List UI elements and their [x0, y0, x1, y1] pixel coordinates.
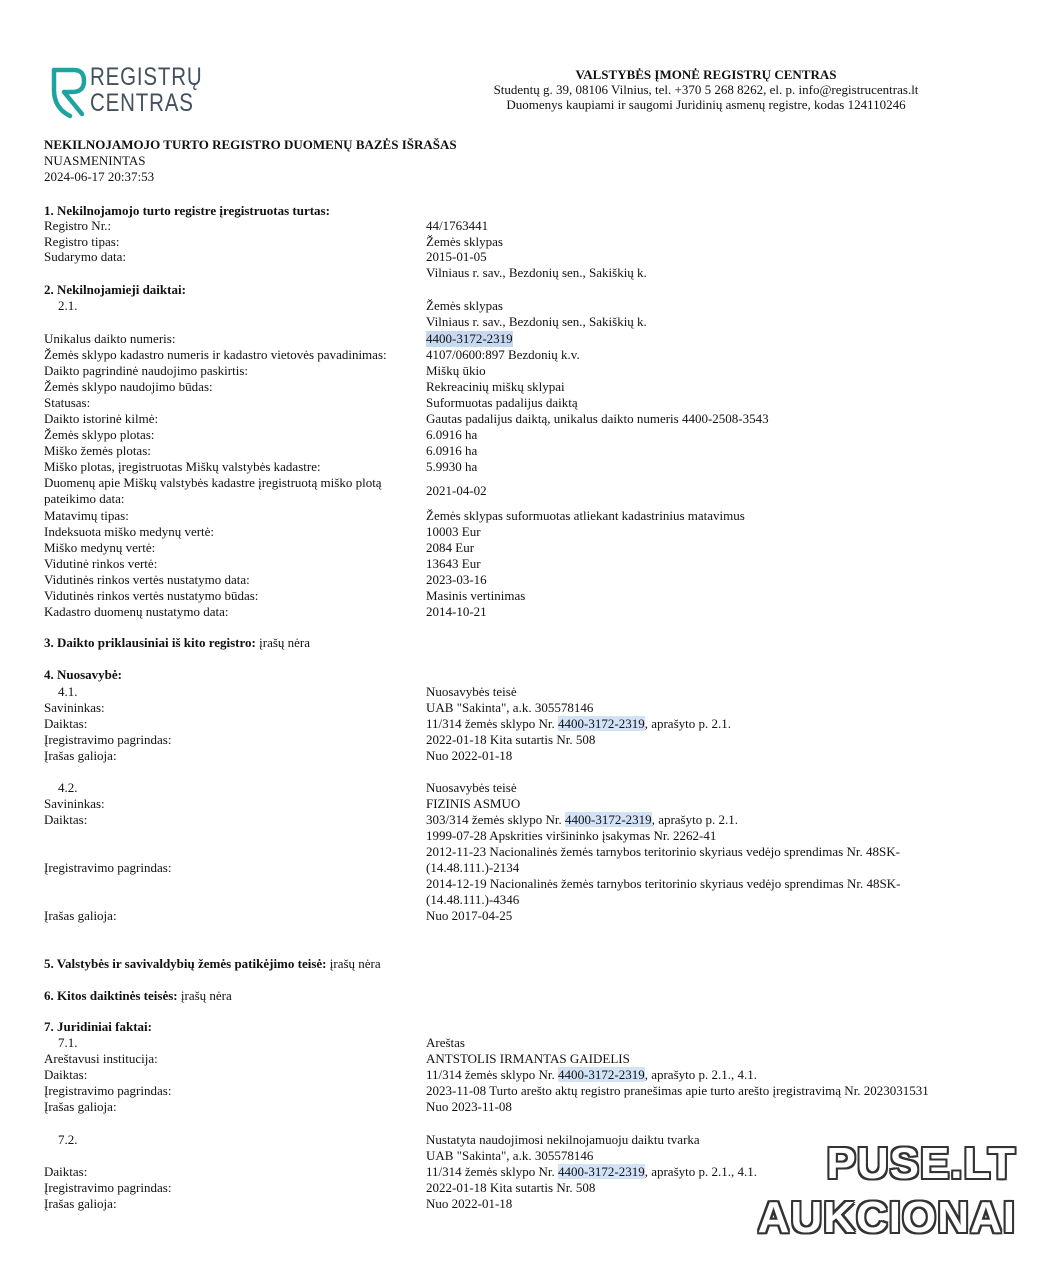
s2-value: 2014-10-21 — [426, 604, 487, 619]
document-subtitle: NUASMENINTAS — [44, 153, 146, 168]
s2-label: Žemės sklypo naudojimo būdas: — [44, 379, 213, 394]
s2-label: Statusas: — [44, 395, 91, 410]
s7-e2-valid: Nuo 2022-01-18 — [426, 1196, 513, 1211]
s7-e1-title: Areštas — [426, 1035, 465, 1050]
section-3-heading — [44, 635, 310, 651]
s4-e2-basis-line: 2014-12-19 Nacionalinės žemės tarnybos teritorinio skyriaus vedėjo sprendimas Nr. 48SK- — [426, 876, 901, 891]
s2-value: Gautas padalijus daiktą, unikalus daikto numeris 4400-2508-3543 — [426, 411, 769, 426]
s7-e1-item — [426, 1067, 757, 1083]
s4-e1-item — [426, 716, 731, 732]
s4-e2-title: Nuosavybės teisė — [426, 780, 517, 795]
s2-label: Vidutinės rinkos vertės nustatymo data: — [44, 572, 250, 587]
s4-e2-valid: Nuo 2017-04-25 — [426, 908, 513, 923]
s4-e1-title: Nuosavybės teisė — [426, 684, 517, 699]
s7-e1-inst-label: Areštavusi institucija: — [44, 1051, 158, 1066]
s4-e1-item-label: Daiktas: — [44, 716, 88, 731]
s2-value: Suformuotas padalijus daiktą — [426, 395, 578, 410]
s2-object: Žemės sklypas — [426, 298, 503, 313]
s7-entry-2-number: 7.2. — [58, 1132, 78, 1147]
section-3-title: 3. Daikto priklausiniai iš kito registro: — [44, 635, 256, 650]
section-5-heading — [44, 956, 381, 972]
s7-e2-basis-label: Įregistravimo pagrindas: — [44, 1180, 172, 1195]
s2-value: 5.9930 ha — [426, 459, 478, 474]
item-text: , aprašyto p. 2.1. — [644, 716, 731, 731]
s2-value: 6.0916 ha — [426, 443, 478, 458]
item-text: , aprašyto p. 2.1., 4.1. — [644, 1067, 757, 1082]
s2-value: 13643 Eur — [426, 556, 481, 571]
s2-label: Kadastro duomenų nustatymo data: — [44, 604, 229, 619]
s4-e2-owner: FIZINIS ASMUO — [426, 796, 521, 811]
item-text: 11/314 žemės sklypo Nr. — [426, 716, 559, 731]
s2-value: 2084 Eur — [426, 540, 475, 555]
s2-value: 10003 Eur — [426, 524, 481, 539]
document-title: NEKILNOJAMOJO TURTO REGISTRO DUOMENŲ BAZĖS IŠRAŠAS — [44, 137, 457, 152]
s4-e2-basis-line: 1999-07-28 Apskrities viršininko įsakymas Nr. 2262-41 — [426, 828, 717, 843]
s2-forest-label-1: Duomenų apie Miškų valstybės kadastre įregistruotą miško plotą — [44, 475, 382, 490]
s4-e2-item-label: Daiktas: — [44, 812, 88, 827]
s7-e1-valid-label: Įrašas galioja: — [44, 1099, 117, 1114]
s4-e1-basis-label: Įregistravimo pagrindas: — [44, 732, 172, 747]
s4-e2-basis-label: Įregistravimo pagrindas: — [44, 860, 172, 875]
s2-label: Daikto istorinė kilmė: — [44, 411, 159, 426]
logo-line-1: REGISTRŲ — [90, 63, 203, 91]
s7-e2-item — [426, 1164, 757, 1180]
s4-entry-1-number: 4.1. — [58, 684, 78, 699]
org-note: Duomenys kaupiami ir saugomi Juridinių asmenų registre, kodas 124110246 — [506, 97, 906, 112]
logo-mark-icon — [48, 64, 88, 120]
item-text: 11/314 žemės sklypo Nr. — [426, 1067, 559, 1082]
org-address: Studentų g. 39, 08106 Vilnius, tel. +370 5 268 8262, el. p. info@registrucentras.lt — [493, 82, 919, 97]
item-text: , aprašyto p. 2.1., 4.1. — [644, 1164, 757, 1179]
s4-e2-basis-line: 2012-11-23 Nacionalinės žemės tarnybos teritorinio skyriaus vedėjo sprendimas Nr. 48SK- — [426, 844, 900, 859]
item-text: , aprašyto p. 2.1. — [651, 812, 738, 827]
s2-value: 4107/0600:897 Bezdonių k.v. — [426, 347, 580, 362]
s7-entry-1-number: 7.1. — [58, 1035, 78, 1050]
s4-e2-basis-line: (14.48.111.)-2134 — [426, 860, 520, 875]
s7-e1-basis-label: Įregistravimo pagrindas: — [44, 1083, 172, 1098]
s4-e1-owner-label: Savininkas: — [44, 700, 105, 715]
section-6-heading — [44, 988, 232, 1004]
section-5-title: 5. Valstybės ir savivaldybių žemės patikėjimo teisė: — [44, 956, 327, 971]
s1-value: 2015-01-05 — [426, 249, 487, 264]
s7-e2-title: Nustatyta naudojimosi nekilnojamuoju daiktu tvarka — [426, 1132, 700, 1147]
s2-value: 6.0916 ha — [426, 427, 478, 442]
s2-label: Matavimų tipas: — [44, 508, 129, 523]
s2-label: Miško žemės plotas: — [44, 443, 151, 458]
s2-label: Žemės sklypo kadastro numeris ir kadastro vietovės pavadinimas: — [44, 347, 387, 362]
unique-number-highlight: 4400-3172-2319 — [565, 812, 652, 827]
s1-value: Žemės sklypas — [426, 234, 503, 249]
section-5-note: įrašų nėra — [326, 956, 381, 971]
s2-label: Miško medynų vertė: — [44, 540, 156, 555]
section-4-heading: 4. Nuosavybė: — [44, 667, 123, 682]
s2-label: Indeksuota miško medynų vertė: — [44, 524, 215, 539]
s7-e1-inst: ANTSTOLIS IRMANTAS GAIDELIS — [426, 1051, 630, 1066]
s2-value: Žemės sklypas suformuotas atliekant kadastrinius matavimus — [426, 508, 745, 523]
s2-label: Vidutinė rinkos vertė: — [44, 556, 158, 571]
s4-e1-valid: Nuo 2022-01-18 — [426, 748, 513, 763]
s2-unique-number: 4400-3172-2319 — [426, 331, 513, 346]
s7-e1-basis: 2023-11-08 Turto arešto aktų registro pranešimas apie turto arešto įregistravimą Nr. 2023031531 — [426, 1083, 929, 1098]
document-heading — [44, 137, 457, 185]
s1-label: Sudarymo data: — [44, 249, 126, 264]
s4-e2-basis-line: (14.48.111.)-4346 — [426, 892, 520, 907]
s1-label: Registro Nr.: — [44, 218, 112, 233]
s7-e2-valid-label: Įrašas galioja: — [44, 1196, 117, 1211]
s7-e1-valid: Nuo 2023-11-08 — [426, 1099, 512, 1114]
section-3-note: įrašų nėra — [255, 635, 311, 650]
s2-value: Miškų ūkio — [426, 363, 486, 378]
s4-e2-item — [426, 812, 738, 828]
s2-forest-label-2: pateikimo data: — [44, 491, 125, 506]
document-datetime: 2024-06-17 20:37:53 — [44, 169, 155, 184]
s2-forest-value: 2021-04-02 — [426, 483, 487, 498]
watermark-line-1: PUSE.LT — [826, 1139, 1016, 1188]
logo-text — [90, 64, 202, 116]
section-1-heading: 1. Nekilnojamojo turto registre įregistruotas turtas: — [44, 203, 330, 218]
item-text: 303/314 žemės sklypo Nr. — [426, 812, 566, 827]
s7-e2-item-label: Daiktas: — [44, 1164, 88, 1179]
s2-address: Vilniaus r. sav., Bezdonių sen., Sakiškių k. — [426, 314, 647, 329]
s2-value: Masinis vertinimas — [426, 588, 526, 603]
org-name: VALSTYBĖS ĮMONĖ REGISTRŲ CENTRAS — [575, 67, 837, 82]
watermark-line-2: AUKCIONAI — [757, 1193, 1016, 1242]
section-6-title: 6. Kitos daiktinės teisės: — [44, 988, 178, 1003]
section-7-heading: 7. Juridiniai faktai: — [44, 1019, 152, 1034]
s7-e2-basis: 2022-01-18 Kita sutartis Nr. 508 — [426, 1180, 596, 1195]
s2-value: 2023-03-16 — [426, 572, 487, 587]
s4-e1-basis: 2022-01-18 Kita sutartis Nr. 508 — [426, 732, 596, 747]
s4-e2-valid-label: Įrašas galioja: — [44, 908, 117, 923]
unique-number-highlight: 4400-3172-2319 — [558, 1067, 645, 1082]
registru-centras-logo — [48, 64, 218, 124]
s4-e1-valid-label: Įrašas galioja: — [44, 748, 117, 763]
s2-entry-number: 2.1. — [58, 298, 78, 313]
s7-e1-item-label: Daiktas: — [44, 1067, 88, 1082]
unique-number-highlight: 4400-3172-2319 — [558, 1164, 645, 1179]
s2-label: Miško plotas, įregistruotas Miškų valstybės kadastre: — [44, 459, 321, 474]
item-text: 11/314 žemės sklypo Nr. — [426, 1164, 559, 1179]
s2-label: Vidutinės rinkos vertės nustatymo būdas: — [44, 588, 259, 603]
s1-value: Vilniaus r. sav., Bezdonių sen., Sakiškių k. — [426, 265, 647, 280]
s7-e2-party: UAB "Sakinta", a.k. 305578146 — [426, 1148, 594, 1163]
s1-value: 44/1763441 — [426, 218, 489, 233]
s1-label: Registro tipas: — [44, 234, 120, 249]
organization-header — [396, 67, 1016, 112]
s2-label: Daikto pagrindinė naudojimo paskirtis: — [44, 363, 248, 378]
unique-number-highlight: 4400-3172-2319 — [558, 716, 645, 731]
s2-label: Žemės sklypo plotas: — [44, 427, 155, 442]
s2-unique-label: Unikalus daikto numeris: — [44, 331, 176, 346]
logo-line-2: CENTRAS — [90, 89, 194, 117]
section-6-note: įrašų nėra — [177, 988, 232, 1003]
s4-entry-2-number: 4.2. — [58, 780, 78, 795]
section-2-heading: 2. Nekilnojamieji daiktai: — [44, 282, 186, 297]
s2-value: Rekreacinių miškų sklypai — [426, 379, 565, 394]
s4-e1-owner: UAB "Sakinta", a.k. 305578146 — [426, 700, 594, 715]
s4-e2-owner-label: Savininkas: — [44, 796, 105, 811]
